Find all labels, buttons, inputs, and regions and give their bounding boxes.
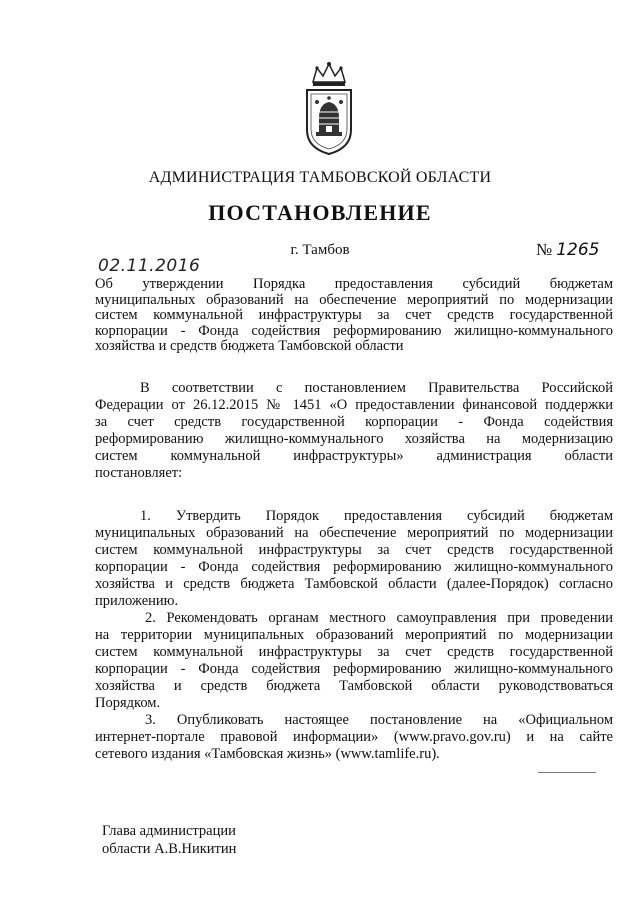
preamble-line: постановляет:: [95, 465, 183, 481]
point-2-line: корпорации - Фонда содействия реформированию жилищно-коммунального: [95, 661, 613, 677]
signatory-position: Глава администрации: [102, 823, 236, 839]
point-3-line: интернет-портале правовой информации» (www.pravo.gov.ru) и на сайте: [95, 729, 613, 745]
scan-artifact-line: [538, 772, 596, 773]
subject-line: Об утверждении Порядка предоставления субсидий бюджетам: [95, 276, 613, 292]
point-2-line: 2. Рекомендовать органам местного самоуправления при проведении: [145, 610, 613, 626]
point-1-line: приложению.: [95, 593, 179, 609]
signatory-name: области А.В.Никитин: [102, 841, 237, 857]
point-1-line: хозяйства и средств бюджета Тамбовской области (далее-Порядок) согласно: [95, 576, 613, 592]
point-3-line: сетевого издания «Тамбовская жизнь» (www.tamlife.ru).: [95, 746, 440, 762]
preamble-line: В соответствии с постановлением Правительства Российской: [140, 380, 613, 396]
city: г. Тамбов: [290, 242, 350, 258]
handwritten-number: 1265: [556, 240, 600, 260]
preamble-line: Федерации от 26.12.2015 № 1451 «О предоставлении финансовой поддержки: [95, 397, 613, 413]
point-2-line: Порядком.: [95, 695, 161, 711]
preamble-line: систем коммунальной инфраструктуры» администрация области: [95, 448, 613, 464]
document-subject: [95, 277, 613, 355]
subject-line: корпорации - Фонда содействия реформированию жилищно-коммунального: [95, 322, 613, 339]
authority-name: АДМИНИСТРАЦИЯ ТАМБОВСКОЙ ОБЛАСТИ: [148, 169, 492, 186]
signature-block: [102, 822, 236, 858]
point-3-line: 3. Опубликовать настоящее постановление на «Официальном: [145, 712, 613, 728]
number-label: №: [536, 240, 553, 259]
point-2-line: систем коммунальной инфраструктуры за счет средств государственной: [95, 644, 613, 660]
point-2-line: хозяйства и средств бюджета Тамбовской области руководствоваться: [95, 678, 613, 694]
subject-line: муниципальных образований на обеспечение мероприятий по модернизации: [95, 291, 613, 308]
preamble-line: за счет средств государственной корпорации - Фонда содействия: [95, 414, 613, 430]
preamble-line: реформированию жилищно-коммунального хозяйства на модернизацию: [95, 431, 613, 447]
preamble-paragraph: [95, 380, 613, 482]
point-1-line: корпорации - Фонда содействия реформированию жилищно-коммунального: [95, 559, 613, 575]
document-title: ПОСТАНОВЛЕНИЕ: [208, 200, 432, 225]
resolution-points: [95, 508, 613, 763]
point-1-line: 1. Утвердить Порядок предоставления субсидий бюджетам: [140, 508, 613, 524]
point-2-line: на территории муниципальных образований мероприятий по модернизации: [95, 627, 613, 643]
point-1-line: муниципальных образований на обеспечение мероприятий по модернизации: [95, 525, 613, 541]
tambov-coat-of-arms-icon: [303, 60, 355, 156]
subject-line: систем коммунальной инфраструктуры за счет средств государственной: [95, 307, 613, 323]
point-1-line: систем коммунальной инфраструктуры за счет средств государственной: [95, 542, 613, 558]
handwritten-date: 02.11.2016: [98, 256, 201, 276]
document-number: [536, 240, 600, 260]
subject-line: хозяйства и средств бюджета Тамбовской области: [95, 338, 404, 354]
